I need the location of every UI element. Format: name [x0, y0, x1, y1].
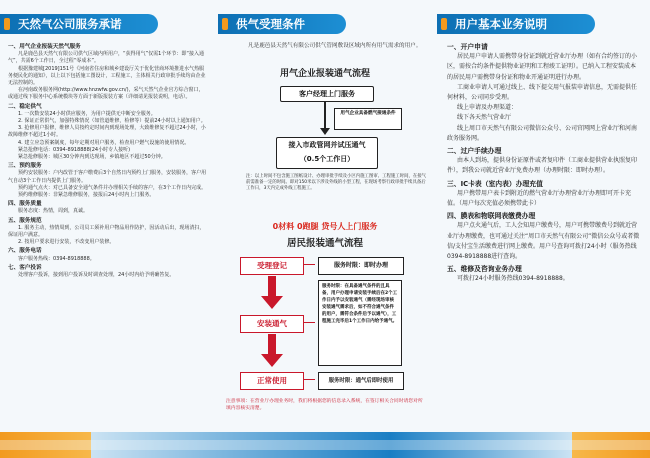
- section-heading: 三、IC卡表（室内表）办理充值: [447, 179, 543, 188]
- normal-use-step: 正常使用: [240, 372, 304, 390]
- decorative-bottom-band: [0, 432, 650, 458]
- section-heading: 一、开户申请: [447, 43, 488, 51]
- section-heading: 三、预约服务: [8, 163, 42, 170]
- registration-step: 受理登记: [240, 257, 304, 275]
- section-heading: 五、维修及咨询业务办理: [447, 265, 522, 274]
- section-heading: 六、服务电话: [8, 248, 42, 255]
- arrow-down-icon: [324, 101, 326, 131]
- section-heading: 二、过户手续办理: [447, 147, 502, 156]
- enterprise-flow-note: 注：以上时间不包含施工图纸设计、办理审批手续及小区内施工图审、工程施工时间，在接气前需准备一定的时间。即对150米以下涉及外线的小型工程，在现场考察行政审批手续具备后工作日，3天内完成外线工程施工。: [246, 174, 427, 191]
- paragraph: 线下各天然气营业厅: [457, 114, 512, 122]
- paragraph: 1. 一次数安装24小时供应服务，为用户提供无中断安全服务。: [18, 110, 156, 117]
- service-commitment-panel: [0, 0, 213, 430]
- paragraph: 服务态度：热情，周到，真诚。: [18, 208, 89, 215]
- install-time: 服务时限：在具备通气条件的且具备，用户办理申请安装手续后在2个工作日内予以安装通气（需经现场审核安装通气需求后，如不符合通气条件的用户，需符合条件后予以通气），工程施工完毕后1个工作日内给予通气。: [318, 280, 402, 366]
- paragraph: 凡是鹿邑县天然气有限公司供气区域内所用户，“获得用气”仅需1个环节：即“接入通气”，共需6个工作日，全过程“零成本”。: [8, 51, 204, 65]
- section-heading: 四、服务质量: [8, 201, 42, 208]
- section-heading: 四、膜表和物联网表缴费办理: [447, 212, 536, 221]
- municipal-connection-step: [276, 137, 378, 169]
- paragraph: 用户携带用户表卡到附近的燃气营业厅办理营业厅办理即可开卡充值。（用户每次充值必须携带此卡）: [447, 189, 632, 208]
- paragraph: 预约通气点火：对已具备安全通气条件并办理相关手续的客户，在3个工作日内完成。: [18, 184, 207, 191]
- paragraph: 预约安装服务：户内改管于客户缴费后3个自然日内预约上门服务，安装服务，客户用气自动3个工作日内提供上门服务。: [8, 170, 207, 184]
- customer-manager-step: 客户经理上门服务: [280, 86, 374, 102]
- paragraph: 客户服务热线：0394-8918888。: [18, 255, 95, 262]
- business-guide-panel: [437, 0, 650, 430]
- paragraph: 紧急抢修电话：0394-8918888(24小时专人接听): [18, 146, 131, 153]
- gas-condition-note: 用气企业具备燃气接通条件: [334, 108, 402, 130]
- link-arrow-icon: [303, 379, 315, 380]
- paragraph: 由本人到场，提供身份证原件或者复印件（工商业提供营业执照复印件），到我公司就近营业厅免费办理（办理时限：即时办理）。: [447, 157, 638, 175]
- section-heading: 五、服务规范: [8, 217, 42, 224]
- enterprise-flow-title: 用气企业报装通气流程: [279, 69, 370, 79]
- paragraph: 在河南政务服务网(http://www.hnzwfw.gov.cn/)，采气天然气企业官方综合窗口，或通过线下服务中心系统模块等方面于新版报装方案（详细请见报装说明，电话）。: [8, 87, 204, 101]
- attention-note: 注意事项：在营业厅办理业务时，我们将根据您的信息录入系统，在签订相关合同时请您对所填内容核实清楚。: [226, 399, 423, 411]
- supply-conditions-panel: [218, 0, 432, 430]
- panel-2-header: 供气受理条件: [218, 14, 346, 34]
- install-step: 安装通气: [240, 315, 304, 333]
- paragraph: 3. 抢修用户报修，维修人员按约定时间内到现场处理，大致维修复不超过24小时，小故障维修不超过1小时。: [8, 125, 206, 139]
- paragraph: 紧急抢修服务：城区30分钟内到达现场，乡镇地区不超过50分钟。: [18, 154, 166, 161]
- down-arrow-icon: [260, 334, 284, 368]
- panel-3-header: 用户基本业务说明: [437, 14, 595, 34]
- paragraph: 工商业申请人可通过线上、线下提交用气报装申请信息，无需提供任何材料，公司同步受理。: [447, 83, 638, 102]
- paragraph: 1. 服务主动，热情周到，公司员工须补用户物品用作防护，因活动后出，现场清扫，保证用户满意。: [8, 224, 205, 239]
- link-arrow-icon: [303, 322, 315, 323]
- step2-label: 接入市政管网并试压通气: [288, 141, 366, 149]
- paragraph: 线上周口市天然气有限公司微信公众号、公司官网网上营业厅和河南政务服务网。: [447, 124, 638, 142]
- section-heading: 二、稳定供气: [8, 103, 42, 110]
- arrow-head-icon: [320, 128, 330, 135]
- commitment-text: [8, 42, 207, 279]
- link-arrow-icon: [303, 264, 315, 265]
- paragraph: 可拨打24小时服务热线0394-8918888。: [457, 275, 569, 283]
- section-heading: 七、客户投诉: [8, 264, 42, 271]
- resident-flow-title: 居民报装通气流程: [286, 238, 363, 249]
- step2-time: （0.5个工作日）: [299, 155, 355, 163]
- section-heading: 一、用气企业报装天然气服务: [8, 44, 81, 50]
- paragraph: 2. 按用户要求进行安装，不改变用户装修。: [18, 239, 115, 246]
- paragraph: 4. 建立应急预案制度，每年定期对用户服务，检查用户燃气设施的使用情况。: [18, 139, 190, 146]
- paragraph: 处理客户投诉，接到用户投诉及时调查处理，24小时内给予明确答复。: [18, 272, 175, 279]
- zero-slogan: 0材料 0跑腿 贷号人上门服务: [272, 222, 378, 231]
- down-arrow-icon: [260, 276, 284, 310]
- paragraph: 预约维修服务：非紧急维修服务，接报后24小时内上门服务。: [18, 192, 155, 199]
- guide-text: [447, 40, 640, 285]
- intro-text: 凡是鹿邑县天然气有限公司供气管网敷设区域内所有用气需求的用户。: [248, 43, 422, 49]
- paragraph: 2. 保证正常供气，加强特殊情况（如管道维修，检修等）提前24小时以上通知用户。: [18, 118, 206, 125]
- paragraph: 根据豫建城[2019]151号《河南省住房和城乡建设厅关于优化营商环境推进水气热服务便民化的通知》，以上以下包括施工图设计，工程施工，主体相关行政审批手续均由企业无法控制的。: [8, 65, 206, 87]
- normal-use-time: 服务时限：通气后即时使用: [318, 372, 404, 390]
- panel-1-header: 天然气公司服务承诺: [0, 14, 158, 34]
- paragraph: 用户点火通气后，工人会知用户缴费号，用户可携带缴费号到就近营业厅办理缴费，也可通过关注“周口市天然气有限公司”微信公众号或者微信/支付宝生活缴费进行网上缴费。用户号查询可拨打24小时（服务热线0394-8918888进行查询。: [447, 222, 640, 261]
- registration-time: 服务时限：即时办理: [318, 257, 404, 275]
- paragraph: 线上申请及办理渠道：: [457, 104, 518, 112]
- paragraph: 居民用户申请人需携带身份证到就近营业厅办理（如有合约签订的小区，需按合约条件提供物业证明和工程竣工证明）。已纳入工程安装成本的居民用户需携带身份证和物业开通证明进行办理。: [447, 53, 638, 81]
